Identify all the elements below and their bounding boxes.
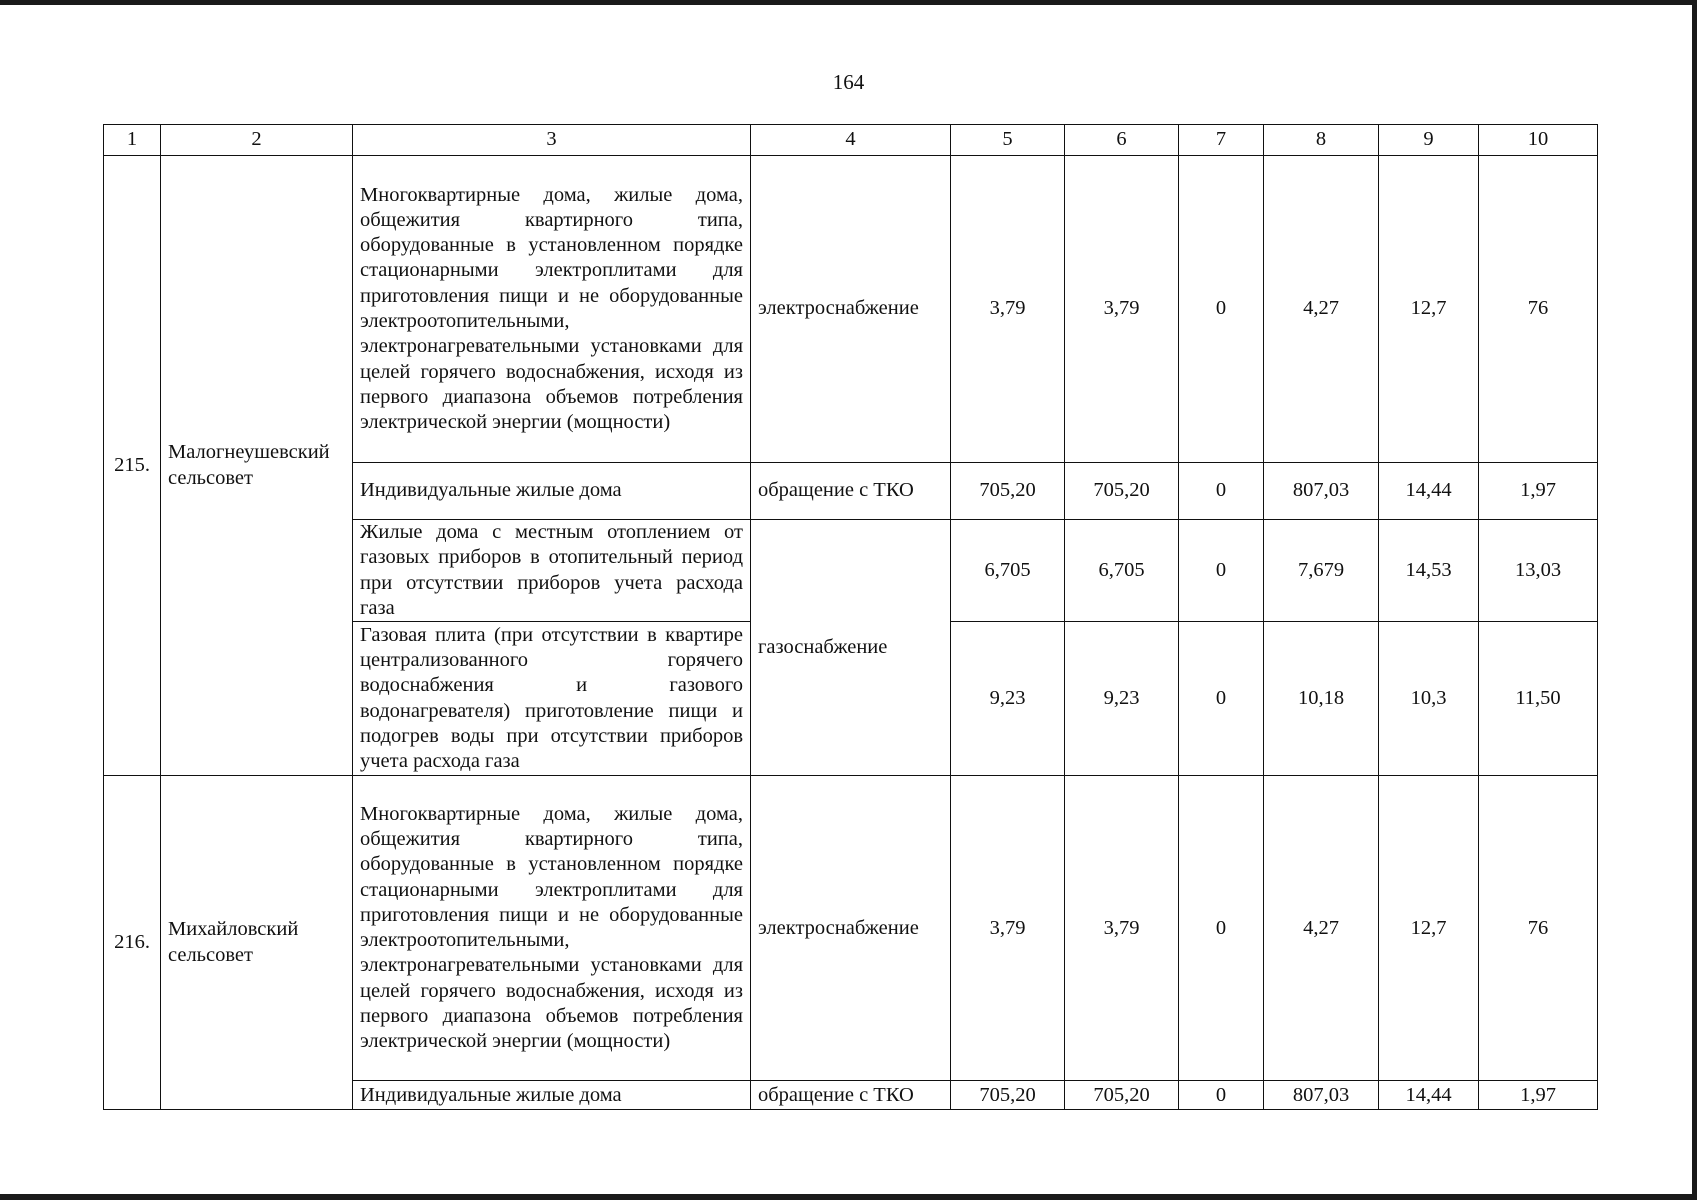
value-cell: 705,20	[1065, 1081, 1179, 1110]
value-cell: 10,3	[1379, 622, 1479, 776]
table-header-row	[104, 125, 1598, 156]
value-cell: 0	[1179, 463, 1264, 520]
header-cell: 3	[353, 125, 751, 156]
value-cell: 3,79	[1065, 776, 1179, 1081]
value-cell: 807,03	[1264, 463, 1379, 520]
value-cell: 14,53	[1379, 520, 1479, 622]
header-cell: 5	[951, 125, 1065, 156]
value-cell: 6,705	[951, 520, 1065, 622]
settlement-name: Михайловский сельсовет	[161, 776, 353, 1110]
value-cell: 4,27	[1264, 776, 1379, 1081]
header-cell: 8	[1264, 125, 1379, 156]
value-cell: 3,79	[951, 156, 1065, 463]
table-row	[104, 156, 1598, 463]
value-cell: 11,50	[1479, 622, 1598, 776]
value-cell: 10,18	[1264, 622, 1379, 776]
header-cell: 7	[1179, 125, 1264, 156]
header-cell: 10	[1479, 125, 1598, 156]
value-cell: 9,23	[1065, 622, 1179, 776]
value-cell: 12,7	[1379, 156, 1479, 463]
table-row	[104, 776, 1598, 1081]
value-cell: 705,20	[951, 1081, 1065, 1110]
value-cell: 0	[1179, 520, 1264, 622]
value-cell: 76	[1479, 776, 1598, 1081]
consumer-category: Жилые дома с местным отоплением от газовых приборов в отопительный период при отсутствии приборов учета расхода газа	[353, 520, 751, 622]
service-type: обращение с ТКО	[751, 463, 951, 520]
value-cell: 1,97	[1479, 463, 1598, 520]
consumer-category: Индивидуальные жилые дома	[353, 463, 751, 520]
header-cell: 4	[751, 125, 951, 156]
scan-edge-right	[1692, 0, 1697, 1200]
service-type: обращение с ТКО	[751, 1081, 951, 1110]
value-cell: 12,7	[1379, 776, 1479, 1081]
tariff-table	[103, 124, 1598, 1110]
value-cell: 6,705	[1065, 520, 1179, 622]
row-number: 215.	[104, 156, 161, 776]
value-cell: 0	[1179, 776, 1264, 1081]
value-cell: 3,79	[1065, 156, 1179, 463]
value-cell: 3,79	[951, 776, 1065, 1081]
row-number: 216.	[104, 776, 161, 1110]
value-cell: 14,44	[1379, 463, 1479, 520]
page-number: 164	[832, 70, 865, 94]
service-type: электроснабжение	[751, 156, 951, 463]
consumer-category: Многоквартирные дома, жилые дома, общежития квартирного типа, оборудованные в установленном порядке стационарными электроплитами для приготовления пищи и не оборудованные электроотопительными, электронагревательными установками для целей горячего водоснабжения, исходя из первого диапазона объемов потребления электрической энергии (мощности)	[353, 156, 751, 463]
header-cell: 1	[104, 125, 161, 156]
value-cell: 4,27	[1264, 156, 1379, 463]
service-type: газоснабжение	[751, 520, 951, 776]
consumer-category: Многоквартирные дома, жилые дома, общежития квартирного типа, оборудованные в установленном порядке стационарными электроплитами для приготовления пищи и не оборудованные электроотопительными, электронагревательными установками для целей горячего водоснабжения, исходя из первого диапазона объемов потребления электрической энергии (мощности)	[353, 776, 751, 1081]
value-cell: 7,679	[1264, 520, 1379, 622]
scan-edge-top	[0, 0, 1697, 5]
value-cell: 1,97	[1479, 1081, 1598, 1110]
consumer-category: Газовая плита (при отсутствии в квартире централизованного горячего водоснабжения и газового водонагревателя) приготовление пищи и подогрев воды при отсутствии приборов учета расхода газа	[353, 622, 751, 776]
header-cell: 9	[1379, 125, 1479, 156]
value-cell: 705,20	[951, 463, 1065, 520]
settlement-name: Малогнеушевский сельсовет	[161, 156, 353, 776]
header-cell: 2	[161, 125, 353, 156]
value-cell: 0	[1179, 156, 1264, 463]
value-cell: 76	[1479, 156, 1598, 463]
value-cell: 13,03	[1479, 520, 1598, 622]
service-type: электроснабжение	[751, 776, 951, 1081]
consumer-category: Индивидуальные жилые дома	[353, 1081, 751, 1110]
value-cell: 807,03	[1264, 1081, 1379, 1110]
value-cell: 14,44	[1379, 1081, 1479, 1110]
header-cell: 6	[1065, 125, 1179, 156]
value-cell: 705,20	[1065, 463, 1179, 520]
scan-edge-bottom	[0, 1194, 1697, 1200]
value-cell: 9,23	[951, 622, 1065, 776]
value-cell: 0	[1179, 622, 1264, 776]
value-cell: 0	[1179, 1081, 1264, 1110]
